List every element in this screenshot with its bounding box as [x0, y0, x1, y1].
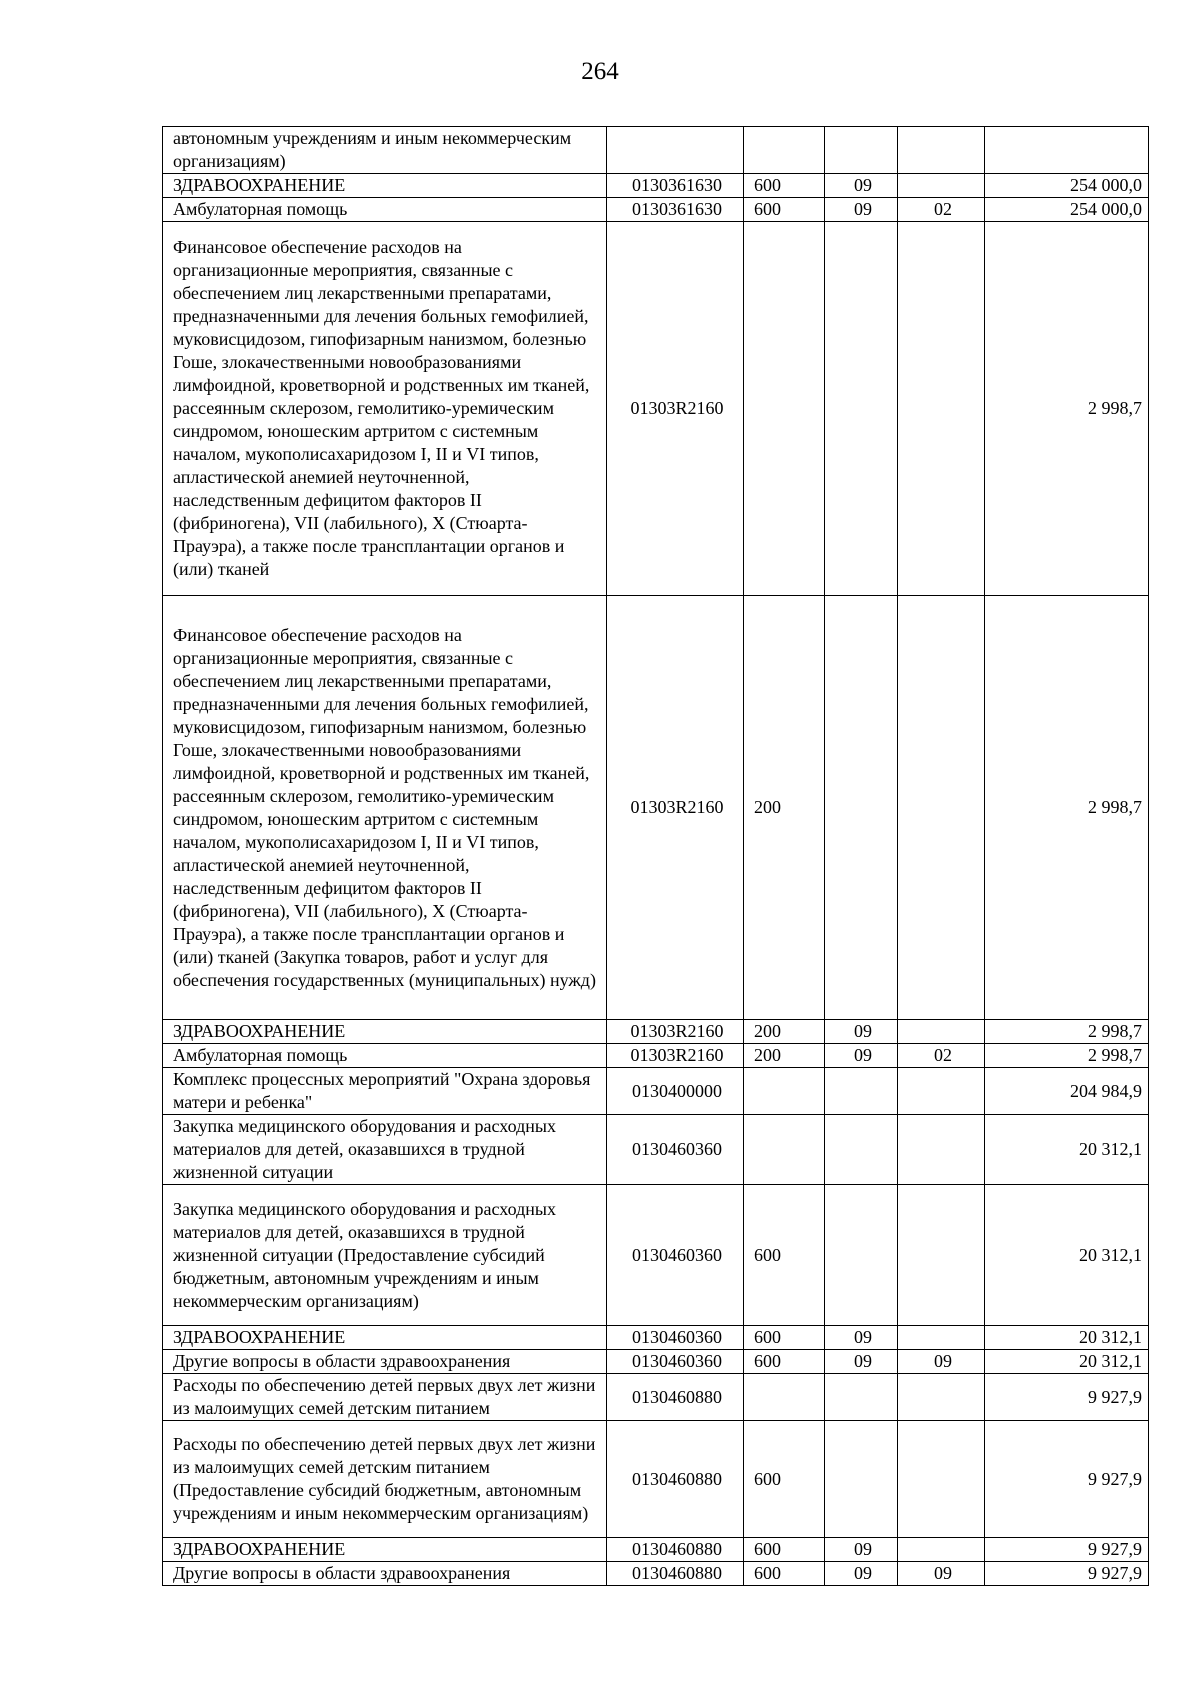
- row-expense-type: 600: [744, 198, 825, 222]
- row-expense-type: [744, 1068, 825, 1115]
- row-subsection: [898, 1538, 985, 1562]
- row-name: Другие вопросы в области здравоохранения: [163, 1350, 607, 1374]
- row-target-article: 01303R2160: [607, 596, 744, 1020]
- row-expense-type: 600: [744, 1421, 825, 1538]
- row-amount: 20 312,1: [985, 1115, 1149, 1185]
- row-name: Финансовое обеспечение расходов на организационные мероприятия, связанные с обеспечением лиц лекарственными препаратами, предназначенными для лечения больных гемофилией, муковисцидозом, гипофизарным нанизмом, болезнью Гоше, злокачественными новообразованиями лимфоидной, кроветворной и родственных им тканей, рассеянным склерозом, гемолитико-уремическим синдромом, юношеским артритом с системным началом, мукополисахаридозом I, II и VI типов, апластической анемией неуточненной, наследственным дефицитом факторов II (фибриногена), VII (лабильного), X (Стюарта-Прауэра), а также после трансплантации органов и (или) тканей (Закупка товаров, работ и услуг для обеспечения государственных (муниципальных) нужд): [163, 596, 607, 1020]
- row-section: [825, 1115, 898, 1185]
- row-target-article: 01303R2160: [607, 222, 744, 596]
- row-subsection: [898, 1374, 985, 1421]
- page-number: 264: [581, 58, 619, 85]
- row-amount: 9 927,9: [985, 1374, 1149, 1421]
- table-row: [163, 127, 1149, 174]
- budget-table: [162, 126, 1149, 1586]
- row-subsection: [898, 596, 985, 1020]
- table-row: [163, 1068, 1149, 1115]
- row-target-article: 0130460360: [607, 1185, 744, 1326]
- row-amount: 2 998,7: [985, 222, 1149, 596]
- row-amount: 20 312,1: [985, 1350, 1149, 1374]
- row-expense-type: 200: [744, 1044, 825, 1068]
- row-target-article: 0130460880: [607, 1562, 744, 1586]
- row-name: Закупка медицинского оборудования и расходных материалов для детей, оказавшихся в трудной жизненной ситуации: [163, 1115, 607, 1185]
- row-amount: 2 998,7: [985, 1020, 1149, 1044]
- table-row: [163, 1044, 1149, 1068]
- row-name: Амбулаторная помощь: [163, 198, 607, 222]
- row-section: 09: [825, 1562, 898, 1586]
- row-subsection: [898, 1115, 985, 1185]
- row-name: ЗДРАВООХРАНЕНИЕ: [163, 174, 607, 198]
- row-expense-type: [744, 1115, 825, 1185]
- row-target-article: 0130460360: [607, 1350, 744, 1374]
- table-row: [163, 1185, 1149, 1326]
- row-amount: 9 927,9: [985, 1421, 1149, 1538]
- row-subsection: 09: [898, 1562, 985, 1586]
- row-section: [825, 127, 898, 174]
- row-section: 09: [825, 1538, 898, 1562]
- row-name: автономным учреждениям и иным некоммерческим организациям): [163, 127, 607, 174]
- row-subsection: [898, 222, 985, 596]
- row-name: Другие вопросы в области здравоохранения: [163, 1562, 607, 1586]
- row-section: [825, 1421, 898, 1538]
- row-target-article: 0130460880: [607, 1421, 744, 1538]
- row-subsection: [898, 1068, 985, 1115]
- table-row: [163, 1374, 1149, 1421]
- table-row: [163, 1115, 1149, 1185]
- row-subsection: [898, 1421, 985, 1538]
- row-target-article: 01303R2160: [607, 1020, 744, 1044]
- table-row: [163, 222, 1149, 596]
- row-section: 09: [825, 174, 898, 198]
- row-expense-type: 600: [744, 1350, 825, 1374]
- row-amount: 2 998,7: [985, 596, 1149, 1020]
- row-expense-type: [744, 222, 825, 596]
- row-section: [825, 1185, 898, 1326]
- table-row: [163, 1020, 1149, 1044]
- row-expense-type: 600: [744, 1185, 825, 1326]
- row-section: [825, 222, 898, 596]
- row-section: 09: [825, 198, 898, 222]
- row-amount: 20 312,1: [985, 1185, 1149, 1326]
- row-subsection: [898, 174, 985, 198]
- row-target-article: 0130361630: [607, 198, 744, 222]
- table-row: [163, 1538, 1149, 1562]
- row-target-article: 0130361630: [607, 174, 744, 198]
- row-amount: 9 927,9: [985, 1562, 1149, 1586]
- row-subsection: [898, 127, 985, 174]
- row-amount: 9 927,9: [985, 1538, 1149, 1562]
- row-subsection: [898, 1020, 985, 1044]
- row-name: Комплекс процессных мероприятий "Охрана здоровья матери и ребенка": [163, 1068, 607, 1115]
- row-amount: 20 312,1: [985, 1326, 1149, 1350]
- table-row: [163, 1326, 1149, 1350]
- row-section: 09: [825, 1020, 898, 1044]
- row-target-article: 0130460880: [607, 1538, 744, 1562]
- row-target-article: 0130460880: [607, 1374, 744, 1421]
- row-amount: 204 984,9: [985, 1068, 1149, 1115]
- row-name: Расходы по обеспечению детей первых двух лет жизни из малоимущих семей детским питанием: [163, 1374, 607, 1421]
- row-name: Закупка медицинского оборудования и расходных материалов для детей, оказавшихся в трудной жизненной ситуации (Предоставление субсидий бюджетным, автономным учреждениям и иным некоммерческим организациям): [163, 1185, 607, 1326]
- row-expense-type: [744, 127, 825, 174]
- row-expense-type: 600: [744, 1538, 825, 1562]
- row-section: 09: [825, 1326, 898, 1350]
- row-section: [825, 596, 898, 1020]
- table-row: [163, 198, 1149, 222]
- row-section: 09: [825, 1350, 898, 1374]
- table-row: [163, 1562, 1149, 1586]
- row-section: [825, 1068, 898, 1115]
- row-expense-type: 600: [744, 1562, 825, 1586]
- row-name: Амбулаторная помощь: [163, 1044, 607, 1068]
- row-expense-type: [744, 1374, 825, 1421]
- row-target-article: 0130460360: [607, 1326, 744, 1350]
- row-section: 09: [825, 1044, 898, 1068]
- row-section: [825, 1374, 898, 1421]
- table-row: [163, 596, 1149, 1020]
- row-subsection: 09: [898, 1350, 985, 1374]
- row-expense-type: 600: [744, 1326, 825, 1350]
- table-row: [163, 1350, 1149, 1374]
- row-expense-type: 600: [744, 174, 825, 198]
- row-target-article: 0130400000: [607, 1068, 744, 1115]
- row-subsection: [898, 1185, 985, 1326]
- table-row: [163, 1421, 1149, 1538]
- row-subsection: 02: [898, 1044, 985, 1068]
- row-expense-type: 200: [744, 1020, 825, 1044]
- row-target-article: 0130460360: [607, 1115, 744, 1185]
- row-subsection: 02: [898, 198, 985, 222]
- row-name: ЗДРАВООХРАНЕНИЕ: [163, 1020, 607, 1044]
- row-name: ЗДРАВООХРАНЕНИЕ: [163, 1326, 607, 1350]
- row-name: Расходы по обеспечению детей первых двух лет жизни из малоимущих семей детским питанием (Предоставление субсидий бюджетным, автономным учреждениям и иным некоммерческим организациям): [163, 1421, 607, 1538]
- row-amount: 254 000,0: [985, 174, 1149, 198]
- table-row: [163, 174, 1149, 198]
- row-name: ЗДРАВООХРАНЕНИЕ: [163, 1538, 607, 1562]
- row-amount: 2 998,7: [985, 1044, 1149, 1068]
- row-amount: [985, 127, 1149, 174]
- row-target-article: [607, 127, 744, 174]
- row-amount: 254 000,0: [985, 198, 1149, 222]
- row-subsection: [898, 1326, 985, 1350]
- row-target-article: 01303R2160: [607, 1044, 744, 1068]
- row-name: Финансовое обеспечение расходов на организационные мероприятия, связанные с обеспечением лиц лекарственными препаратами, предназначенными для лечения больных гемофилией, муковисцидозом, гипофизарным нанизмом, болезнью Гоше, злокачественными новообразованиями лимфоидной, кроветворной и родственных им тканей, рассеянным склерозом, гемолитико-уремическим синдромом, юношеским артритом с системным началом, мукополисахаридозом I, II и VI типов, апластической анемией неуточненной, наследственным дефицитом факторов II (фибриногена), VII (лабильного), X (Стюарта-Прауэра), а также после трансплантации органов и (или) тканей: [163, 222, 607, 596]
- row-expense-type: 200: [744, 596, 825, 1020]
